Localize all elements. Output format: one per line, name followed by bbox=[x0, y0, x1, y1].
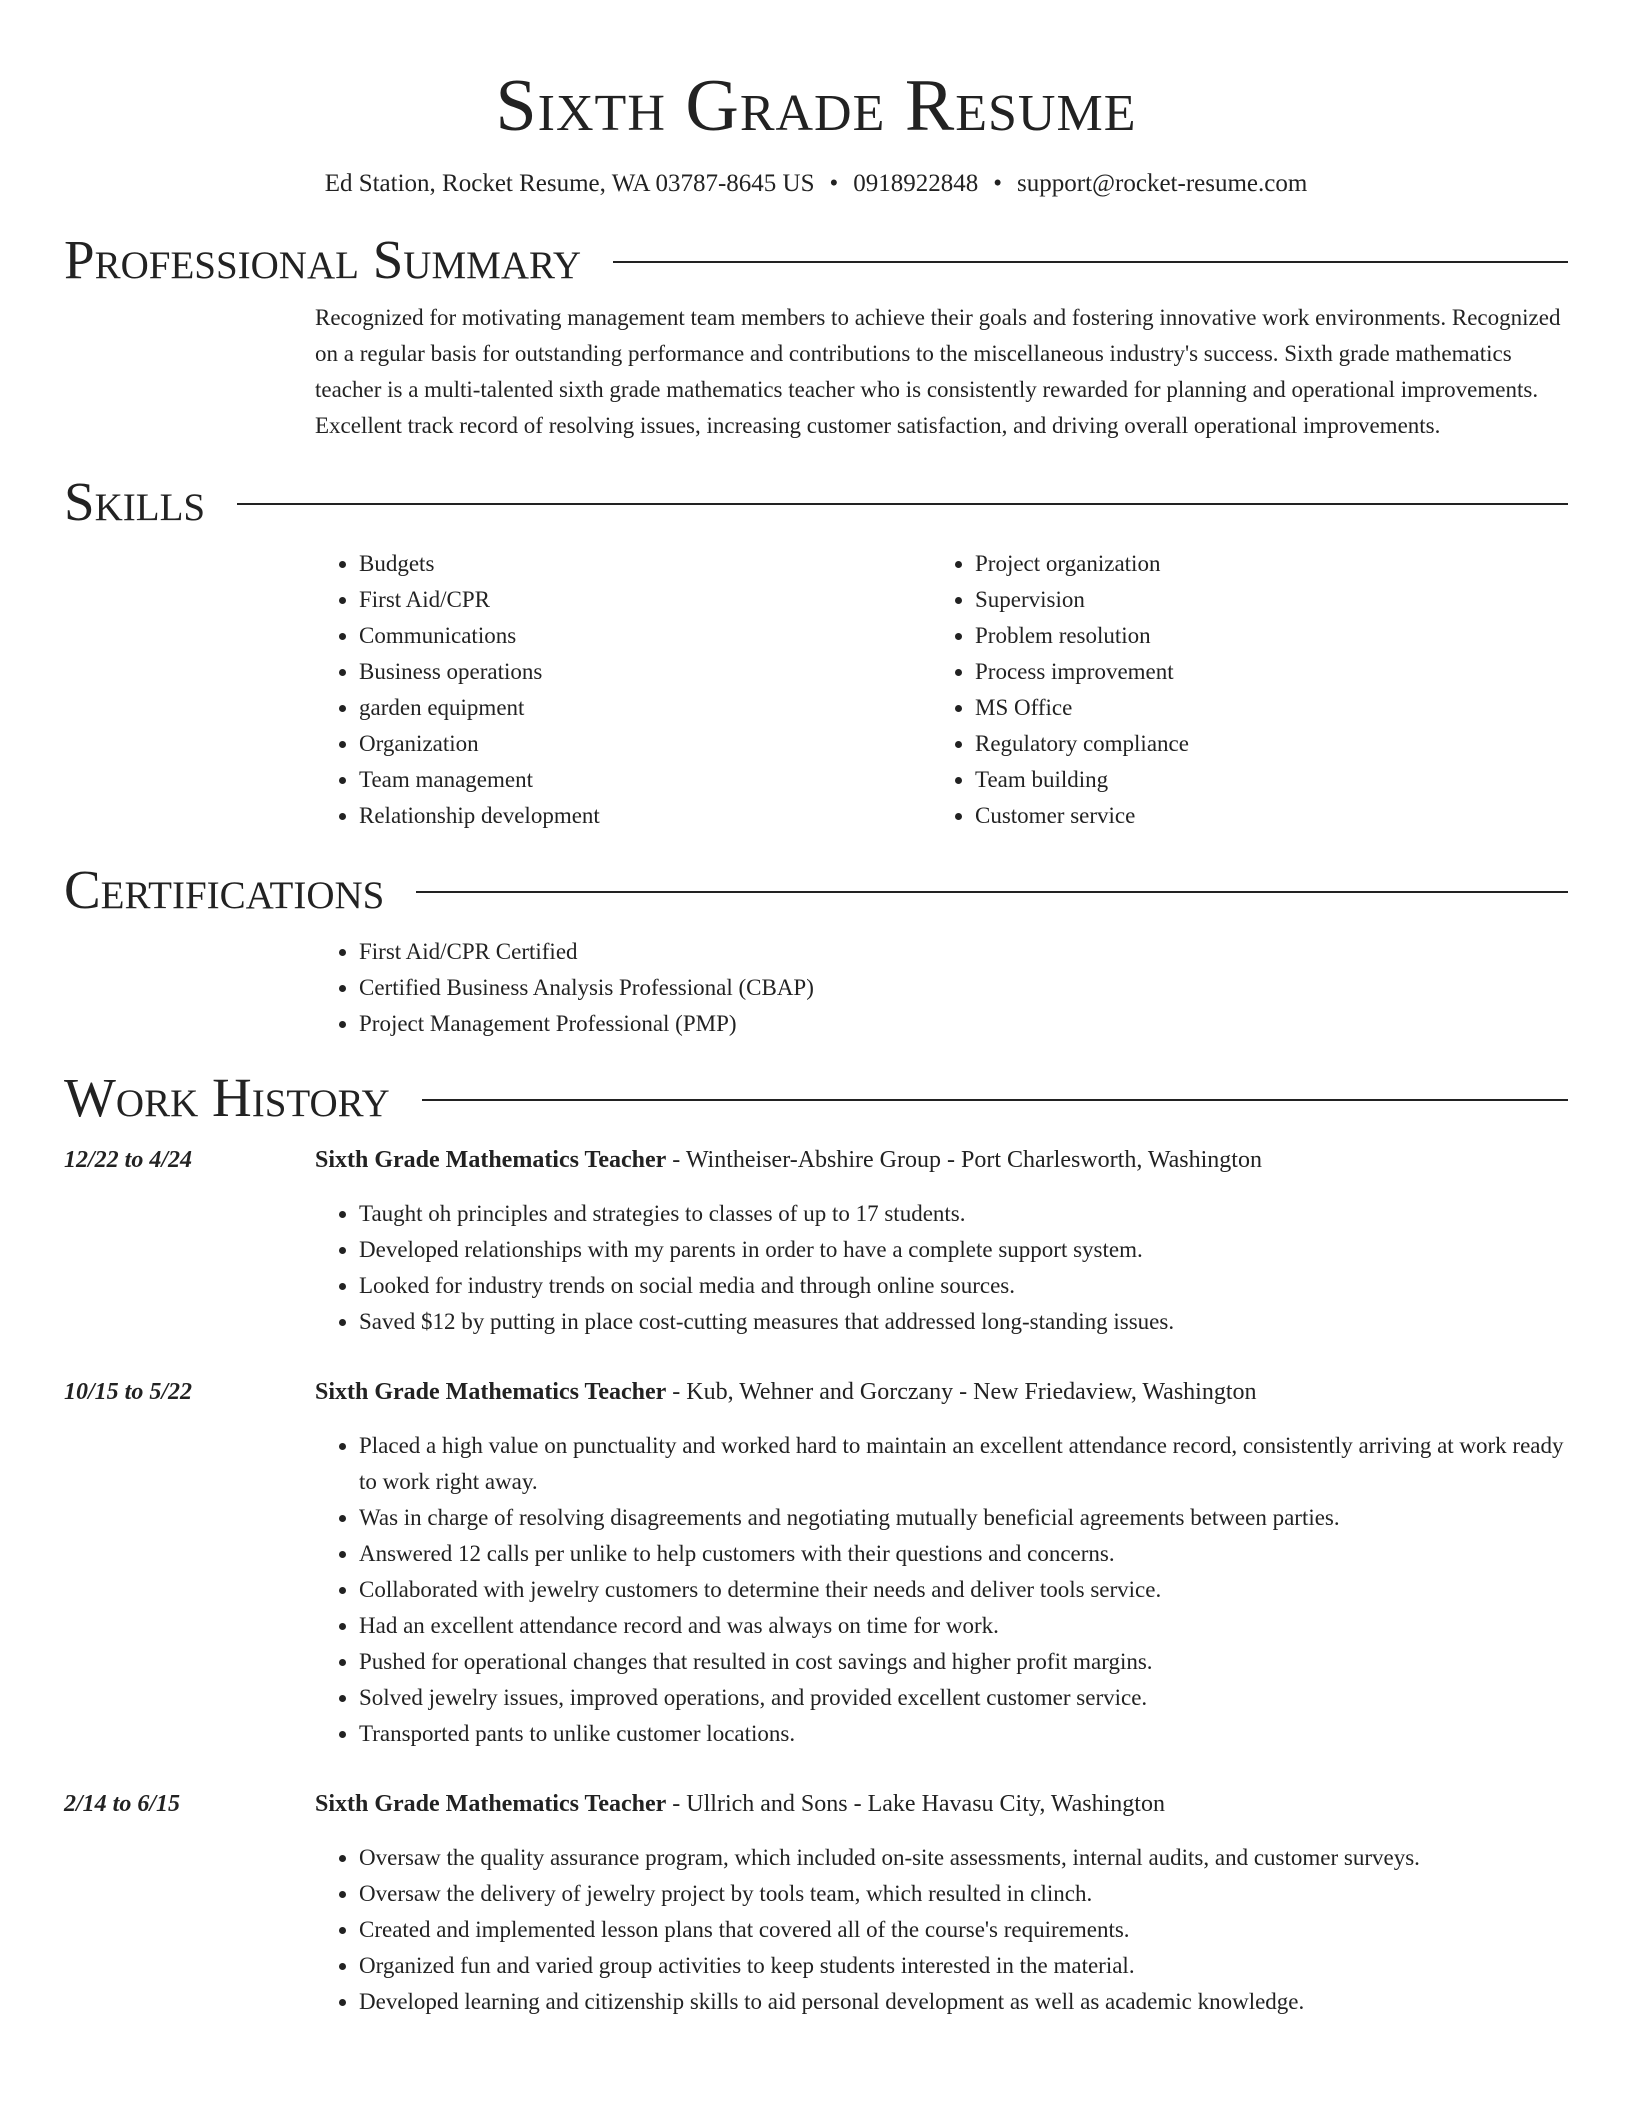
skill-item: • Business operations bbox=[359, 654, 931, 690]
skill-item: • Team management bbox=[359, 762, 931, 798]
certification-item: • Certified Business Analysis Professional (CBAP) bbox=[359, 970, 1568, 1006]
skills-section bbox=[64, 470, 1568, 834]
section-divider bbox=[613, 261, 1568, 263]
job-bullet: • Placed a high value on punctuality and worked hard to maintain an excellent attendance record, consistently arriving at work ready to work right away. bbox=[359, 1428, 1568, 1500]
skill-item: • Team building bbox=[975, 762, 1568, 798]
skill-item: • Organization bbox=[359, 726, 931, 762]
work-heading: Work History bbox=[64, 1067, 390, 1128]
summary-body bbox=[315, 300, 1568, 444]
summary-header bbox=[64, 228, 1568, 292]
job-title-line bbox=[315, 1142, 1568, 1178]
job-entry bbox=[64, 1374, 1568, 1752]
skill-item: • Problem resolution bbox=[975, 618, 1568, 654]
job-bullet: • Pushed for operational changes that resulted in cost savings and higher profit margins. bbox=[359, 1644, 1568, 1680]
job-heading-row bbox=[64, 1786, 1568, 1822]
skill-item: • Customer service bbox=[975, 798, 1568, 834]
skill-item: • Project organization bbox=[975, 546, 1568, 582]
summary-heading: Professional Summary bbox=[64, 229, 582, 290]
job-bullet: • Was in charge of resolving disagreements and negotiating mutually beneficial agreements between parties. bbox=[359, 1500, 1568, 1536]
skills-header bbox=[64, 470, 1568, 534]
resume-name: Sixth Grade Resume bbox=[495, 65, 1137, 147]
job-bullet: • Solved jewelry issues, improved operations, and provided excellent customer service. bbox=[359, 1680, 1568, 1716]
job-title: Sixth Grade Mathematics Teacher bbox=[315, 1147, 667, 1173]
certifications-header bbox=[64, 858, 1568, 922]
job-dates: 2/14 to 6/15 bbox=[64, 1791, 181, 1817]
skill-item: • Budgets bbox=[359, 546, 931, 582]
job-details: - Kub, Wehner and Gorczany - New Friedaview, Washington bbox=[666, 1379, 1257, 1405]
skills-list-right bbox=[931, 546, 1568, 834]
job-dates: 12/22 to 4/24 bbox=[64, 1147, 193, 1173]
job-heading-row bbox=[64, 1374, 1568, 1410]
job-bullet: • Answered 12 calls per unlike to help customers with their questions and concerns. bbox=[359, 1536, 1568, 1572]
skill-item: • garden equipment bbox=[359, 690, 931, 726]
summary-text: Recognized for motivating management team members to achieve their goals and fostering innovative work environments. Recognized on a regular basis for outstanding performance and contributions to the miscellaneous industry's success. Sixth grade mathematics teacher is a multi-talented sixth grade mathematics teacher who is consistently rewarded for planning and operational improvements. Excellent track record of resolving issues, increasing customer satisfaction, and driving overall operational improvements. bbox=[315, 305, 1561, 438]
section-divider bbox=[237, 503, 1568, 505]
job-bullet: • Taught oh principles and strategies to classes of up to 17 students. bbox=[359, 1196, 1568, 1232]
job-entry bbox=[64, 1142, 1568, 1340]
job-bullet: • Developed learning and citizenship skills to aid personal development as well as academic knowledge. bbox=[359, 1984, 1568, 2020]
job-details: - Ullrich and Sons - Lake Havasu City, Washington bbox=[666, 1791, 1165, 1817]
certifications-section bbox=[64, 858, 1568, 1042]
job-heading-row bbox=[64, 1142, 1568, 1178]
job-title: Sixth Grade Mathematics Teacher bbox=[315, 1791, 667, 1817]
certification-item: • First Aid/CPR Certified bbox=[359, 934, 1568, 970]
job-details: - Wintheiser-Abshire Group - Port Charlesworth, Washington bbox=[666, 1147, 1262, 1173]
contact-address: Ed Station, Rocket Resume, WA 03787-8645 US bbox=[324, 170, 815, 197]
summary-section bbox=[64, 228, 1568, 444]
job-bullet: • Developed relationships with my parents in order to have a complete support system. bbox=[359, 1232, 1568, 1268]
skill-item: • Relationship development bbox=[359, 798, 931, 834]
job-bullet: • Collaborated with jewelry customers to determine their needs and deliver tools service. bbox=[359, 1572, 1568, 1608]
job-bullet: • Saved $12 by putting in place cost-cutting measures that addressed long-standing issues. bbox=[359, 1304, 1568, 1340]
job-title-line bbox=[315, 1374, 1568, 1410]
section-divider bbox=[416, 891, 1568, 893]
certifications-heading: Certifications bbox=[64, 859, 385, 920]
job-bullets bbox=[315, 1196, 1568, 1340]
skill-item: • Supervision bbox=[975, 582, 1568, 618]
job-title: Sixth Grade Mathematics Teacher bbox=[315, 1379, 667, 1405]
job-bullet: • Organized fun and varied group activities to keep students interested in the material. bbox=[359, 1948, 1568, 1984]
job-bullet: • Had an excellent attendance record and was always on time for work. bbox=[359, 1608, 1568, 1644]
skills-list-left bbox=[315, 546, 931, 834]
contact-separator: • bbox=[829, 170, 839, 197]
section-divider bbox=[422, 1099, 1568, 1101]
contact-phone: 0918922848 bbox=[853, 170, 979, 197]
skill-item: • MS Office bbox=[975, 690, 1568, 726]
job-title-line bbox=[315, 1786, 1568, 1822]
job-bullets bbox=[315, 1428, 1568, 1752]
skill-item: • Process improvement bbox=[975, 654, 1568, 690]
skill-item: • Communications bbox=[359, 618, 931, 654]
job-bullets bbox=[315, 1840, 1568, 2020]
job-bullet: • Oversaw the quality assurance program, which included on-site assessments, internal audits, and customer surveys. bbox=[359, 1840, 1568, 1876]
certifications-list bbox=[315, 934, 1568, 1042]
skills-heading: Skills bbox=[64, 471, 206, 532]
work-header bbox=[64, 1066, 1568, 1130]
job-dates: 10/15 to 5/22 bbox=[64, 1379, 193, 1405]
contact-line bbox=[0, 168, 1632, 200]
certification-item: • Project Management Professional (PMP) bbox=[359, 1006, 1568, 1042]
contact-separator: • bbox=[993, 170, 1003, 197]
job-entry bbox=[64, 1786, 1568, 2020]
contact-email: support@rocket-resume.com bbox=[1017, 170, 1308, 197]
certifications-body bbox=[315, 934, 1568, 1042]
job-bullet: • Created and implemented lesson plans that covered all of the course's requirements. bbox=[359, 1912, 1568, 1948]
skills-body bbox=[315, 546, 1568, 834]
job-bullet: • Oversaw the delivery of jewelry project by tools team, which resulted in clinch. bbox=[359, 1876, 1568, 1912]
job-bullet: • Transported pants to unlike customer locations. bbox=[359, 1716, 1568, 1752]
job-bullet: • Looked for industry trends on social media and through online sources. bbox=[359, 1268, 1568, 1304]
skill-item: • Regulatory compliance bbox=[975, 726, 1568, 762]
skill-item: • First Aid/CPR bbox=[359, 582, 931, 618]
work-section bbox=[64, 1066, 1568, 2020]
